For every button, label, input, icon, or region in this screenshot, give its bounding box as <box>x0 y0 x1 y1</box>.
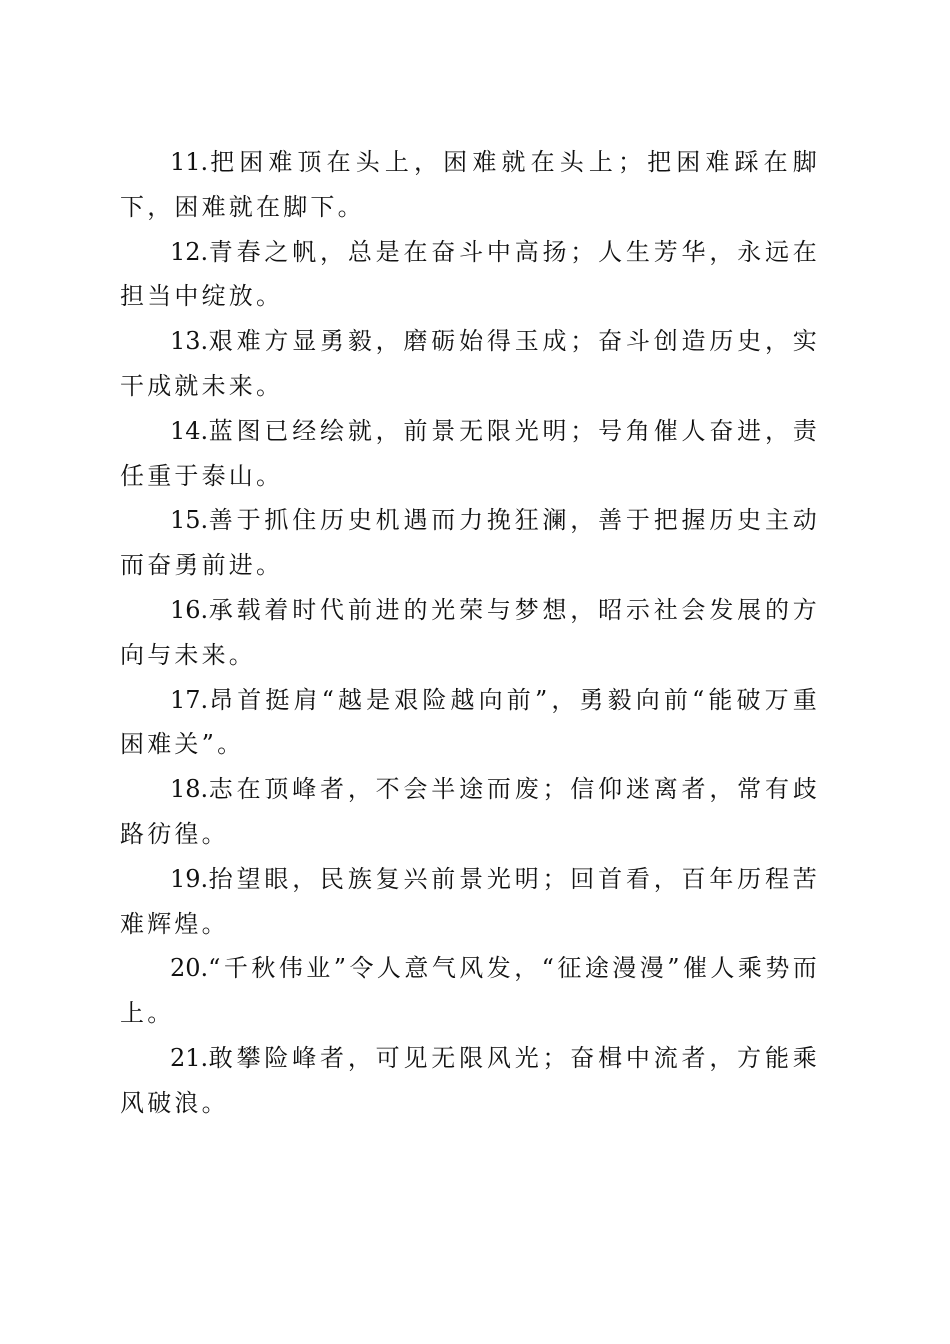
item-text: 抬望眼，民族复兴前景光明；回首看，百年历程苦难辉煌。 <box>120 864 820 938</box>
item-text: “千秋伟业”令人意气风发，“征途漫漫”催人乘势而上。 <box>120 954 820 1028</box>
list-item <box>120 230 820 320</box>
item-number: 19. <box>170 864 209 893</box>
list-item <box>120 140 820 230</box>
list-item <box>120 409 820 499</box>
item-text: 志在顶峰者，不会半途而废；信仰迷离者，常有歧路彷徨。 <box>120 775 820 848</box>
list-item <box>120 767 820 857</box>
item-text: 青春之帆，总是在奋斗中高扬；人生芳华，永远在担当中绽放。 <box>120 237 820 311</box>
list-item <box>120 678 820 768</box>
item-number: 12. <box>170 237 209 266</box>
item-number: 18. <box>170 775 209 804</box>
item-text: 昂首挺肩“越是艰险越向前”，勇毅向前“能破万重困难关”。 <box>120 685 820 759</box>
list-item <box>120 946 820 1036</box>
item-text: 艰难方显勇毅，磨砺始得玉成；奋斗创造历史，实干成就未来。 <box>120 327 820 400</box>
item-number: 20. <box>170 954 209 983</box>
document-page <box>120 140 820 1126</box>
item-number: 21. <box>170 1043 209 1072</box>
item-number: 14. <box>170 416 209 445</box>
item-number: 17. <box>170 685 209 714</box>
item-text: 承载着时代前进的光荣与梦想，昭示社会发展的方向与未来。 <box>120 595 820 669</box>
list-item <box>120 498 820 588</box>
list-item <box>120 857 820 947</box>
item-text: 敢攀险峰者，可见无限风光；奋楫中流者，方能乘风破浪。 <box>120 1043 820 1117</box>
item-text: 蓝图已经绘就，前景无限光明；号角催人奋进，责任重于泰山。 <box>120 416 820 490</box>
item-number: 15. <box>170 506 209 535</box>
item-text: 善于抓住历史机遇而力挽狂澜，善于把握历史主动而奋勇前进。 <box>120 506 820 580</box>
list-item <box>120 319 820 409</box>
item-text: 把困难顶在头上，困难就在头上；把困难踩在脚下，困难就在脚下。 <box>120 148 820 221</box>
item-number: 11. <box>170 148 209 176</box>
list-item <box>120 1036 820 1126</box>
list-item <box>120 588 820 678</box>
item-number: 13. <box>170 327 209 356</box>
item-number: 16. <box>170 595 209 624</box>
